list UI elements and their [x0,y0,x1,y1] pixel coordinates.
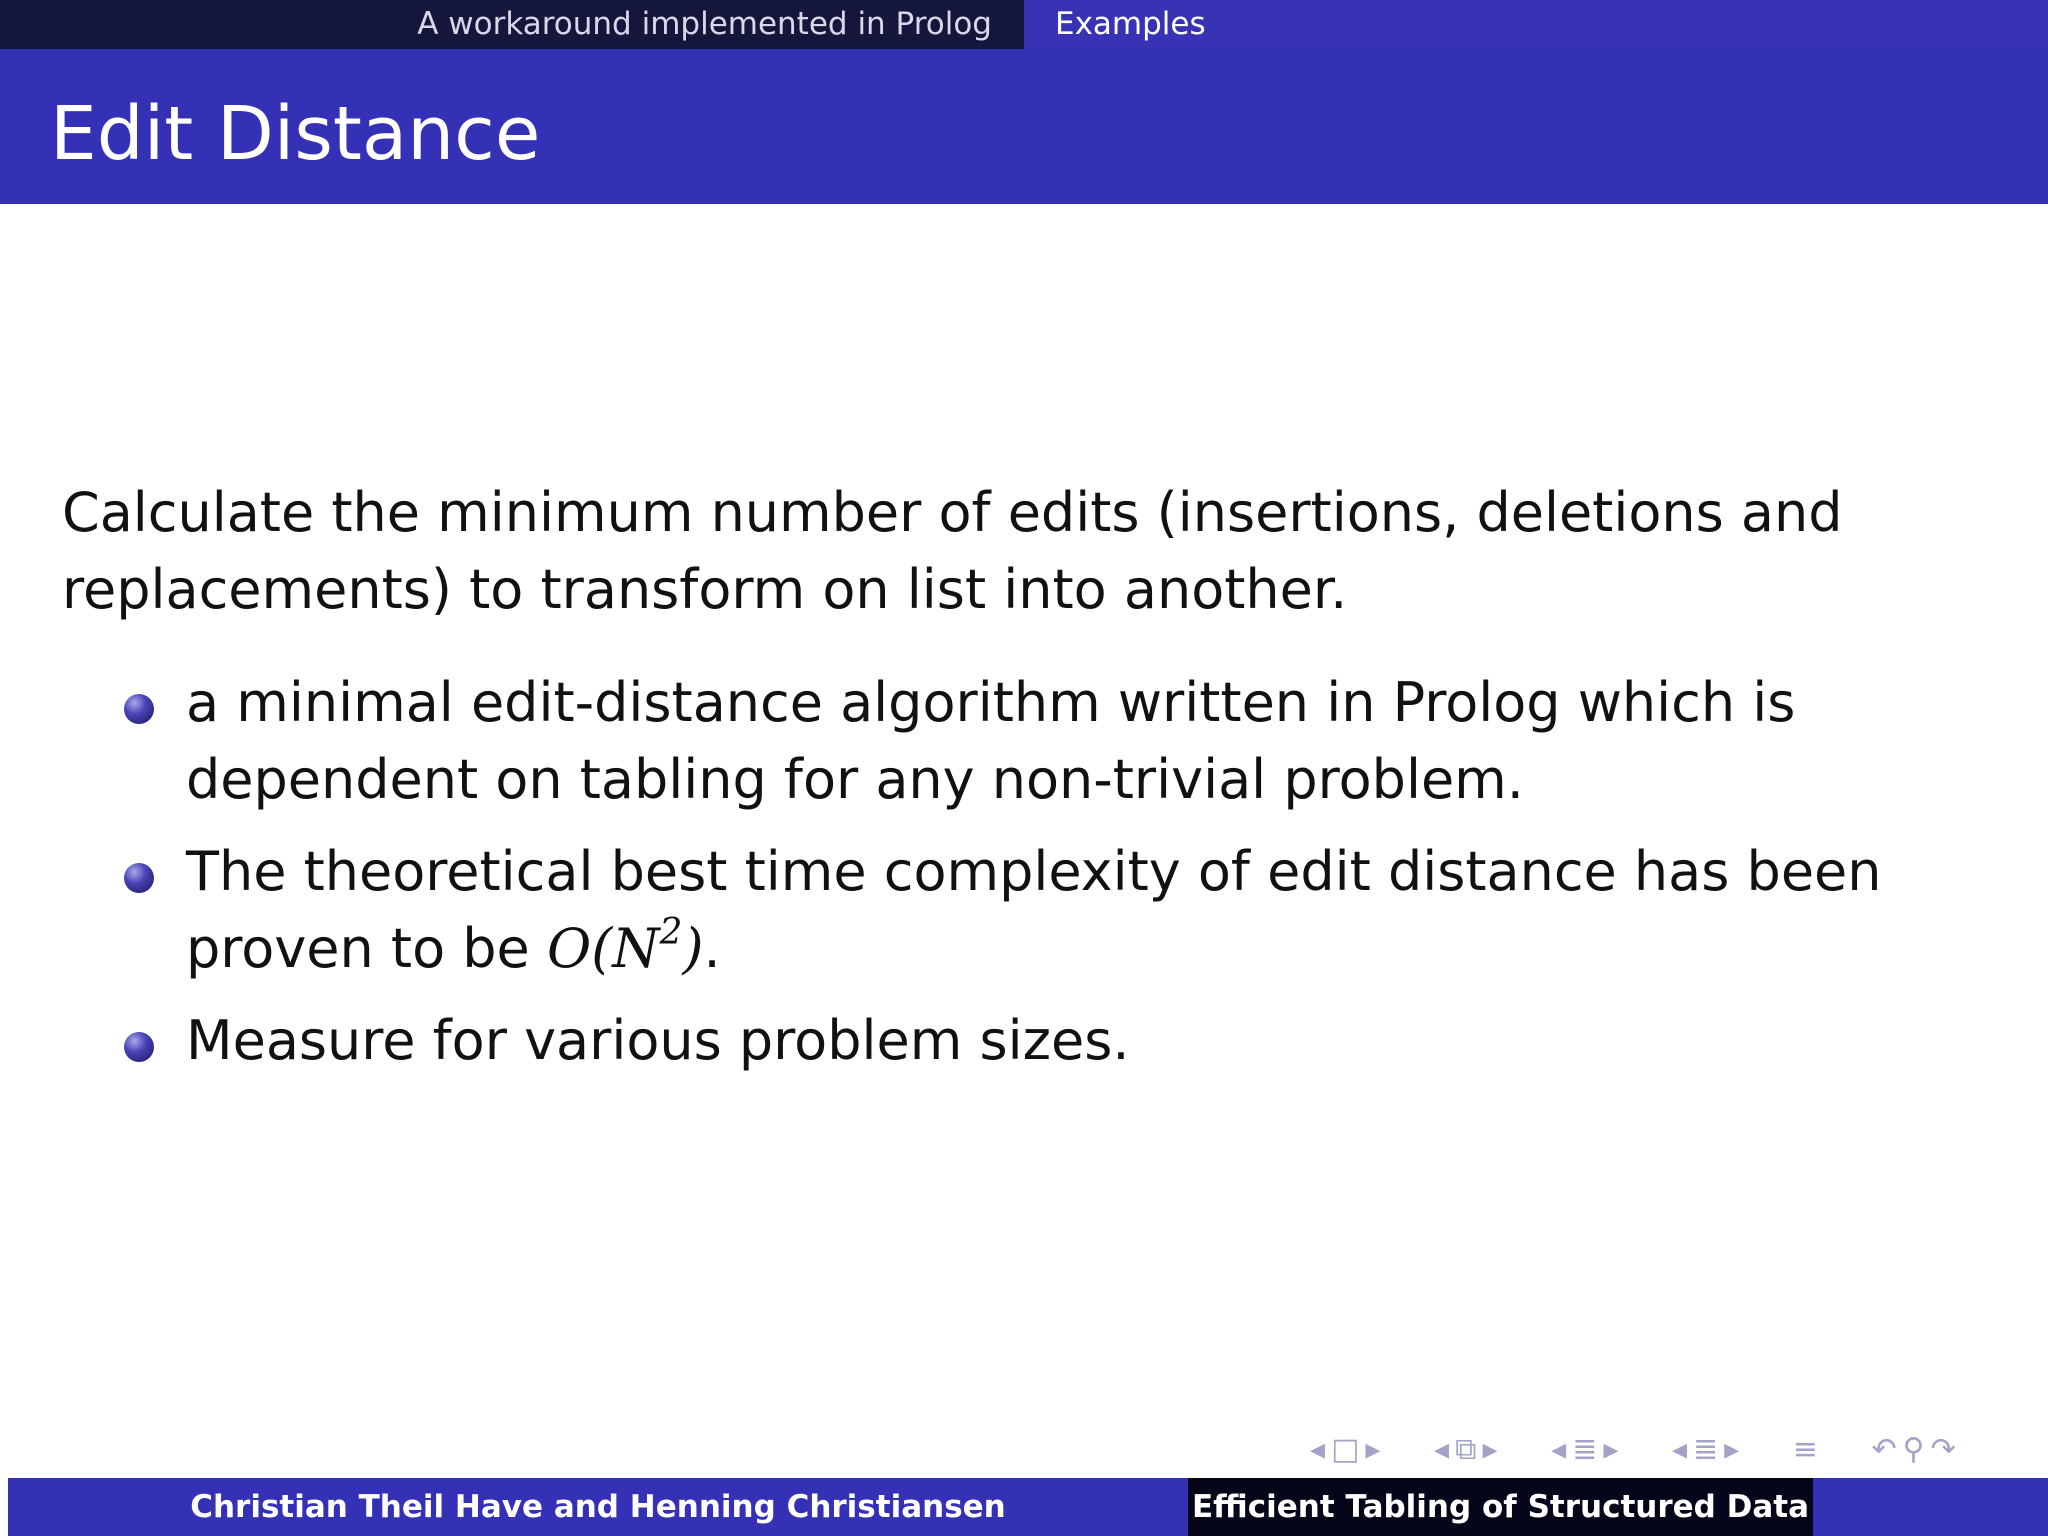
subsection-icon[interactable]: ⧉ [1455,1432,1477,1467]
formula-close: ) [682,917,704,980]
bullet-ball-icon [124,1032,154,1062]
bullet-text: The theoretical best time complexity of edit distance has been proven to be [186,840,1882,980]
section-icon[interactable]: ≣ [1572,1432,1598,1467]
bullet-text: Measure for various problem sizes. [186,1009,1130,1072]
section-nav [0,0,1024,49]
footer [8,1478,2048,1536]
back-icon[interactable]: ↶ [1871,1432,1897,1467]
footer-page-area [1813,1478,2048,1536]
list-item [62,1002,2022,1079]
prev-section-icon[interactable]: ◂ [1551,1432,1567,1467]
list-item [62,833,2022,987]
next-subsection-icon[interactable]: ▸ [1482,1432,1498,1467]
complexity-formula [546,912,704,980]
intro-paragraph: Calculate the minimum number of edits (insertions, deletions and replacements) to transform on list into another. [62,481,1843,621]
bullet-text: a minimal edit-distance algorithm written in Prolog which is dependent on tabling for any non-trivial problem. [186,671,1796,811]
next-appendix-icon[interactable]: ▸ [1724,1432,1740,1467]
bullet-ball-icon [124,694,154,724]
bullet-list [62,664,2022,1079]
bullet-text-end: . [703,917,721,980]
header-navigation [0,0,2048,49]
prev-appendix-icon[interactable]: ◂ [1671,1432,1687,1467]
navigation-symbols [1310,1432,1962,1467]
next-section-icon[interactable]: ▸ [1603,1432,1619,1467]
formula-base: O(N [546,917,660,980]
formula-exponent: 2 [659,912,683,953]
list-item [62,664,2022,818]
footer-authors: Christian Theil Have and Henning Christiansen [8,1478,1188,1536]
slide-content [62,474,2022,1094]
bullet-ball-icon [124,863,154,893]
page-title: Edit Distance [50,91,541,177]
frame-title-bar [0,49,2048,204]
appendix-icon[interactable]: ≣ [1693,1432,1719,1467]
frame-icon[interactable]: □ [1331,1432,1360,1467]
prev-frame-icon[interactable]: ◂ [1310,1432,1326,1467]
prev-subsection-icon[interactable]: ◂ [1434,1432,1450,1467]
toc-icon[interactable]: ≡ [1792,1432,1818,1467]
next-frame-icon[interactable]: ▸ [1365,1432,1381,1467]
forward-icon[interactable]: ↷ [1930,1432,1956,1467]
section-link[interactable]: A workaround implemented in Prolog [417,6,992,42]
subsection-link[interactable]: Examples [1055,6,1206,42]
search-icon[interactable]: ⚲ [1902,1432,1925,1467]
footer-title: Efficient Tabling of Structured Data [1188,1478,1813,1536]
